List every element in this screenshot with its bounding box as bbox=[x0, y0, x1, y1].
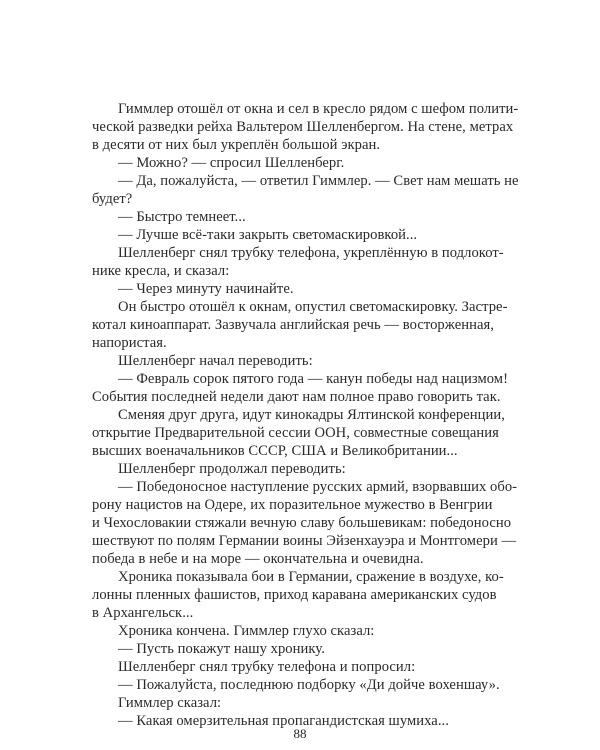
text-line: Гиммлер отошёл от окна и сел в кресло рядом с шефом полити- bbox=[118, 101, 519, 117]
text-line: высших военачальников СССР, США и Великобритании... bbox=[92, 443, 458, 459]
text-line: — Можно? — спросил Шелленберг. bbox=[118, 155, 345, 171]
text-line: в Архангельск... bbox=[92, 605, 194, 621]
text-line: События последней недели дают нам полное право говорить так. bbox=[92, 389, 501, 405]
text-line: котал киноаппарат. Зазвучала английская речь — восторженная, bbox=[92, 317, 494, 333]
text-line: открытие Предварительной сессии ООН, совместные совещания bbox=[92, 425, 499, 441]
text-line: — Победоносное наступление русских армий, взорвавших обо- bbox=[118, 479, 518, 495]
text-line: Шелленберг продолжал переводить: bbox=[118, 461, 346, 477]
text-line: — Какая омерзительная пропагандистская шумиха... bbox=[118, 713, 449, 729]
text-line: победа в небе и на море — окончательна и очевидна. bbox=[92, 551, 424, 567]
text-line: нике кресла, и сказал: bbox=[92, 263, 230, 279]
text-line: шествуют по полям Германии воины Эйзенхауэра и Монтгомери — bbox=[92, 533, 517, 549]
text-line: в десяти от них был укреплён большой экран. bbox=[92, 137, 381, 153]
text-line: Сменяя друг друга, идут кинокадры Ялтинской конференции, bbox=[118, 407, 505, 423]
page-number: 88 bbox=[293, 726, 307, 741]
text-line: будет? bbox=[92, 191, 133, 207]
text-line: рону нацистов на Одере, их поразительное мужество в Венгрии bbox=[92, 497, 493, 513]
text-line: — Через минуту начинайте. bbox=[118, 281, 294, 297]
text-line: — Пусть покажут нашу хронику. bbox=[118, 641, 325, 657]
text-line: — Быстро темнеет... bbox=[118, 209, 246, 225]
text-line: Гиммлер сказал: bbox=[118, 695, 222, 711]
text-line: Он быстро отошёл к окнам, опустил светомаскировку. Застре- bbox=[118, 299, 508, 315]
text-line: Хроника показывала бои в Германии, сражение в воздухе, ко- bbox=[118, 569, 504, 585]
text-line: напористая. bbox=[92, 335, 167, 351]
text-line: ческой разведки рейха Вальтером Шелленбергом. На стене, метрах bbox=[92, 119, 514, 135]
text-line: лонны пленных фашистов, приход каравана американских судов bbox=[92, 587, 497, 603]
text-line: — Лучше всё-таки закрыть светомаскировкой... bbox=[118, 227, 418, 243]
text-line: и Чехословакии стяжали вечную славу большевикам: победоносно bbox=[92, 515, 512, 531]
text-line: Хроника кончена. Гиммлер глухо сказал: bbox=[118, 623, 375, 639]
text-line: Шелленберг снял трубку телефона и попросил: bbox=[118, 659, 416, 675]
text-line: — Февраль сорок пятого года — канун победы над нацизмом! bbox=[118, 371, 508, 387]
text-line: Шелленберг снял трубку телефона, укреплённую в подлокот- bbox=[118, 245, 504, 261]
text-line: — Да, пожалуйста, — ответил Гиммлер. — Свет нам мешать не bbox=[118, 173, 519, 189]
text-line: — Пожалуйста, последнюю подборку «Ди дойче вохеншау». bbox=[118, 677, 500, 693]
text-line: Шелленберг начал переводить: bbox=[118, 353, 313, 369]
